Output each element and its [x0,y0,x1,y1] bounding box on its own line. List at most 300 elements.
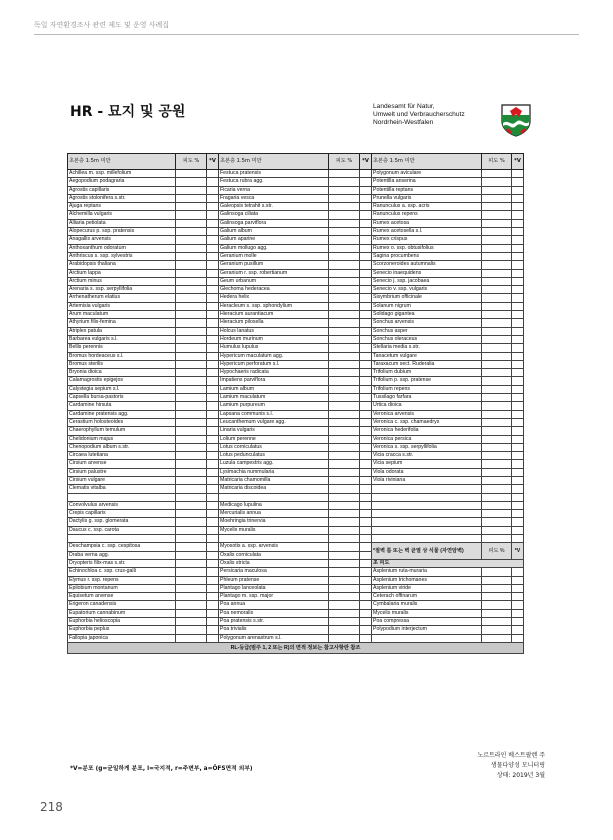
cover-input-cell[interactable] [482,576,512,584]
distribution-input-cell[interactable] [512,485,524,493]
distribution-input-cell[interactable] [360,543,372,551]
cover-input-cell[interactable] [329,327,360,335]
cover-input-cell[interactable] [329,543,360,551]
cover-input-cell[interactable] [176,443,207,451]
cover-input-cell[interactable] [176,593,207,601]
distribution-input-cell[interactable] [512,344,524,352]
cover-input-cell[interactable] [329,601,360,609]
distribution-input-cell[interactable] [360,535,372,543]
distribution-input-cell[interactable] [207,634,219,642]
cover-input-cell[interactable] [329,302,360,310]
distribution-input-cell[interactable] [360,402,372,410]
distribution-input-cell[interactable] [360,551,372,559]
distribution-input-cell[interactable] [207,228,219,236]
distribution-input-cell[interactable] [360,518,372,526]
cover-input-cell[interactable] [482,410,512,418]
cover-input-cell[interactable] [329,385,360,393]
distribution-input-cell[interactable] [360,236,372,244]
distribution-input-cell[interactable] [512,170,524,178]
distribution-input-cell[interactable] [207,452,219,460]
distribution-input-cell[interactable] [512,493,524,501]
distribution-input-cell[interactable] [512,335,524,343]
cover-input-cell[interactable] [482,493,512,501]
distribution-input-cell[interactable] [512,277,524,285]
cover-input-cell[interactable] [329,584,360,592]
cover-input-cell[interactable] [482,501,512,509]
cover-input-cell[interactable] [176,427,207,435]
cover-input-cell[interactable] [482,526,512,534]
cover-input-cell[interactable] [176,460,207,468]
cover-input-cell[interactable] [176,286,207,294]
cover-input-cell[interactable] [482,618,512,626]
cover-input-cell[interactable] [176,468,207,476]
cover-input-cell[interactable] [176,186,207,194]
cover-input-cell[interactable] [482,485,512,493]
cover-input-cell[interactable] [482,194,512,202]
distribution-input-cell[interactable] [207,252,219,260]
cover-input-cell[interactable] [176,335,207,343]
cover-input-cell[interactable] [329,294,360,302]
distribution-input-cell[interactable] [207,443,219,451]
distribution-input-cell[interactable] [360,559,372,567]
cover-input-cell[interactable] [176,526,207,534]
distribution-input-cell[interactable] [512,186,524,194]
cover-input-cell[interactable] [329,493,360,501]
distribution-input-cell[interactable] [360,228,372,236]
cover-input-cell[interactable] [329,319,360,327]
distribution-input-cell[interactable] [207,427,219,435]
cover-input-cell[interactable] [176,518,207,526]
distribution-input-cell[interactable] [360,252,372,260]
distribution-input-cell[interactable] [207,402,219,410]
cover-input-cell[interactable] [329,228,360,236]
distribution-input-cell[interactable] [512,418,524,426]
distribution-input-cell[interactable] [207,493,219,501]
distribution-input-cell[interactable] [207,385,219,393]
cover-input-cell[interactable] [329,203,360,211]
cover-input-cell[interactable] [176,501,207,509]
distribution-input-cell[interactable] [512,261,524,269]
cover-input-cell[interactable] [329,501,360,509]
distribution-input-cell[interactable] [360,269,372,277]
cover-input-cell[interactable] [482,634,512,642]
cover-input-cell[interactable] [329,377,360,385]
distribution-input-cell[interactable] [512,236,524,244]
distribution-input-cell[interactable] [360,344,372,352]
cover-input-cell[interactable] [176,319,207,327]
distribution-input-cell[interactable] [512,618,524,626]
cover-input-cell[interactable] [176,576,207,584]
distribution-input-cell[interactable] [360,203,372,211]
cover-input-cell[interactable] [329,211,360,219]
distribution-input-cell[interactable] [360,410,372,418]
cover-input-cell[interactable] [482,584,512,592]
cover-input-cell[interactable] [482,302,512,310]
cover-input-cell[interactable] [176,418,207,426]
cover-input-cell[interactable] [176,236,207,244]
distribution-input-cell[interactable] [512,601,524,609]
distribution-input-cell[interactable] [512,327,524,335]
distribution-input-cell[interactable] [512,294,524,302]
distribution-input-cell[interactable] [360,186,372,194]
distribution-input-cell[interactable] [512,244,524,252]
distribution-input-cell[interactable] [360,485,372,493]
distribution-input-cell[interactable] [360,443,372,451]
distribution-input-cell[interactable] [207,352,219,360]
distribution-input-cell[interactable] [360,501,372,509]
distribution-input-cell[interactable] [360,219,372,227]
distribution-input-cell[interactable] [360,319,372,327]
cover-input-cell[interactable] [176,277,207,285]
distribution-input-cell[interactable] [360,435,372,443]
cover-input-cell[interactable] [482,327,512,335]
cover-input-cell[interactable] [482,252,512,260]
distribution-input-cell[interactable] [512,269,524,277]
distribution-input-cell[interactable] [360,178,372,186]
cover-input-cell[interactable] [329,460,360,468]
cover-input-cell[interactable] [482,211,512,219]
distribution-input-cell[interactable] [512,360,524,368]
cover-input-cell[interactable] [482,236,512,244]
cover-input-cell[interactable] [482,286,512,294]
cover-input-cell[interactable] [482,261,512,269]
distribution-input-cell[interactable] [360,452,372,460]
cover-input-cell[interactable] [482,601,512,609]
cover-input-cell[interactable] [176,634,207,642]
distribution-input-cell[interactable] [512,252,524,260]
distribution-input-cell[interactable] [360,327,372,335]
cover-input-cell[interactable] [482,219,512,227]
cover-input-cell[interactable] [482,344,512,352]
cover-input-cell[interactable] [482,377,512,385]
distribution-input-cell[interactable] [512,526,524,534]
distribution-input-cell[interactable] [512,302,524,310]
distribution-input-cell[interactable] [512,427,524,435]
cover-input-cell[interactable] [482,535,512,543]
cover-input-cell[interactable] [176,344,207,352]
cover-input-cell[interactable] [176,584,207,592]
distribution-input-cell[interactable] [360,618,372,626]
cover-input-cell[interactable] [329,485,360,493]
distribution-input-cell[interactable] [360,609,372,617]
cover-input-cell[interactable] [329,394,360,402]
distribution-input-cell[interactable] [207,526,219,534]
distribution-input-cell[interactable] [360,377,372,385]
cover-input-cell[interactable] [329,634,360,642]
cover-input-cell[interactable] [329,236,360,244]
cover-input-cell[interactable] [482,228,512,236]
distribution-input-cell[interactable] [207,609,219,617]
cover-input-cell[interactable] [329,468,360,476]
distribution-input-cell[interactable] [207,460,219,468]
distribution-input-cell[interactable] [207,311,219,319]
distribution-input-cell[interactable] [512,385,524,393]
distribution-input-cell[interactable] [360,335,372,343]
cover-input-cell[interactable] [482,203,512,211]
cover-input-cell[interactable] [176,626,207,634]
distribution-input-cell[interactable] [512,435,524,443]
distribution-input-cell[interactable] [512,319,524,327]
cover-input-cell[interactable] [329,410,360,418]
cover-input-cell[interactable] [329,593,360,601]
cover-input-cell[interactable] [176,559,207,567]
cover-input-cell[interactable] [329,194,360,202]
cover-input-cell[interactable] [176,410,207,418]
cover-input-cell[interactable] [329,626,360,634]
distribution-input-cell[interactable] [207,203,219,211]
cover-input-cell[interactable] [482,443,512,451]
distribution-input-cell[interactable] [207,626,219,634]
distribution-input-cell[interactable] [360,476,372,484]
cover-input-cell[interactable] [176,402,207,410]
distribution-input-cell[interactable] [360,601,372,609]
distribution-input-cell[interactable] [207,219,219,227]
distribution-input-cell[interactable] [207,510,219,518]
cover-input-cell[interactable] [482,311,512,319]
cover-input-cell[interactable] [176,369,207,377]
cover-input-cell[interactable] [482,460,512,468]
distribution-input-cell[interactable] [512,394,524,402]
distribution-input-cell[interactable] [360,194,372,202]
cover-input-cell[interactable] [482,369,512,377]
distribution-input-cell[interactable] [360,460,372,468]
distribution-input-cell[interactable] [207,302,219,310]
distribution-input-cell[interactable] [512,468,524,476]
distribution-input-cell[interactable] [512,311,524,319]
distribution-input-cell[interactable] [207,568,219,576]
cover-input-cell[interactable] [329,418,360,426]
cover-input-cell[interactable] [329,311,360,319]
cover-input-cell[interactable] [329,170,360,178]
cover-input-cell[interactable] [329,443,360,451]
cover-input-cell[interactable] [329,244,360,252]
distribution-input-cell[interactable] [360,369,372,377]
distribution-input-cell[interactable] [207,543,219,551]
distribution-input-cell[interactable] [360,493,372,501]
cover-input-cell[interactable] [176,618,207,626]
cover-input-cell[interactable] [329,518,360,526]
distribution-input-cell[interactable] [512,510,524,518]
cover-input-cell[interactable] [482,277,512,285]
cover-input-cell[interactable] [176,485,207,493]
cover-input-cell[interactable] [176,360,207,368]
cover-input-cell[interactable] [176,203,207,211]
cover-input-cell[interactable] [329,559,360,567]
distribution-input-cell[interactable] [512,286,524,294]
distribution-input-cell[interactable] [207,327,219,335]
distribution-input-cell[interactable] [207,501,219,509]
cover-input-cell[interactable] [176,261,207,269]
distribution-input-cell[interactable] [207,576,219,584]
cover-input-cell[interactable] [329,452,360,460]
distribution-input-cell[interactable] [512,609,524,617]
cover-input-cell[interactable] [329,261,360,269]
cover-input-cell[interactable] [176,327,207,335]
distribution-input-cell[interactable] [512,228,524,236]
cover-input-cell[interactable] [176,385,207,393]
cover-input-cell[interactable] [176,269,207,277]
cover-input-cell[interactable] [482,476,512,484]
cover-input-cell[interactable] [482,609,512,617]
distribution-input-cell[interactable] [207,269,219,277]
distribution-input-cell[interactable] [512,211,524,219]
cover-input-cell[interactable] [176,543,207,551]
cover-input-cell[interactable] [482,593,512,601]
distribution-input-cell[interactable] [360,418,372,426]
distribution-input-cell[interactable] [360,211,372,219]
distribution-input-cell[interactable] [512,593,524,601]
cover-input-cell[interactable] [176,170,207,178]
cover-input-cell[interactable] [482,626,512,634]
distribution-input-cell[interactable] [207,369,219,377]
cover-input-cell[interactable] [176,178,207,186]
distribution-input-cell[interactable] [360,394,372,402]
cover-input-cell[interactable] [176,228,207,236]
cover-input-cell[interactable] [329,277,360,285]
distribution-input-cell[interactable] [512,443,524,451]
cover-input-cell[interactable] [176,452,207,460]
cover-input-cell[interactable] [329,576,360,584]
cover-input-cell[interactable] [329,618,360,626]
distribution-input-cell[interactable] [360,302,372,310]
cover-input-cell[interactable] [482,394,512,402]
cover-input-cell[interactable] [329,551,360,559]
distribution-input-cell[interactable] [360,468,372,476]
cover-input-cell[interactable] [329,252,360,260]
distribution-input-cell[interactable] [360,568,372,576]
distribution-input-cell[interactable] [207,559,219,567]
distribution-input-cell[interactable] [512,568,524,576]
cover-input-cell[interactable] [482,186,512,194]
distribution-input-cell[interactable] [512,476,524,484]
cover-input-cell[interactable] [176,609,207,617]
distribution-input-cell[interactable] [360,261,372,269]
cover-input-cell[interactable] [176,601,207,609]
distribution-input-cell[interactable] [207,244,219,252]
distribution-input-cell[interactable] [360,294,372,302]
cover-input-cell[interactable] [482,468,512,476]
cover-input-cell[interactable] [329,219,360,227]
cover-input-cell[interactable] [176,352,207,360]
distribution-input-cell[interactable] [360,311,372,319]
cover-input-cell[interactable] [176,435,207,443]
cover-input-cell[interactable] [329,535,360,543]
cover-input-cell[interactable] [329,476,360,484]
distribution-input-cell[interactable] [207,584,219,592]
cover-input-cell[interactable] [482,269,512,277]
cover-input-cell[interactable] [329,335,360,343]
cover-input-cell[interactable] [176,311,207,319]
cover-input-cell[interactable] [329,435,360,443]
cover-input-cell[interactable] [482,402,512,410]
distribution-input-cell[interactable] [207,277,219,285]
cover-input-cell[interactable] [329,178,360,186]
cover-input-cell[interactable] [482,319,512,327]
cover-input-cell[interactable] [176,510,207,518]
distribution-input-cell[interactable] [207,344,219,352]
cover-input-cell[interactable] [329,369,360,377]
distribution-input-cell[interactable] [360,352,372,360]
cover-input-cell[interactable] [176,377,207,385]
distribution-input-cell[interactable] [512,584,524,592]
cover-input-cell[interactable] [482,385,512,393]
cover-input-cell[interactable] [329,269,360,277]
cover-input-cell[interactable] [482,335,512,343]
distribution-input-cell[interactable] [360,286,372,294]
cover-input-cell[interactable] [176,252,207,260]
distribution-input-cell[interactable] [207,468,219,476]
cover-input-cell[interactable] [329,360,360,368]
distribution-input-cell[interactable] [512,377,524,385]
distribution-input-cell[interactable] [512,576,524,584]
distribution-input-cell[interactable] [512,460,524,468]
cover-input-cell[interactable] [176,244,207,252]
distribution-input-cell[interactable] [207,377,219,385]
cover-input-cell[interactable] [482,435,512,443]
distribution-input-cell[interactable] [207,236,219,244]
distribution-input-cell[interactable] [207,476,219,484]
cover-input-cell[interactable] [482,518,512,526]
cover-input-cell[interactable] [329,427,360,435]
distribution-input-cell[interactable] [207,394,219,402]
cover-input-cell[interactable] [482,568,512,576]
cover-input-cell[interactable] [482,178,512,186]
cover-input-cell[interactable] [482,170,512,178]
distribution-input-cell[interactable] [360,510,372,518]
distribution-input-cell[interactable] [207,593,219,601]
distribution-input-cell[interactable] [360,277,372,285]
cover-input-cell[interactable] [329,186,360,194]
cover-input-cell[interactable] [329,352,360,360]
distribution-input-cell[interactable] [360,626,372,634]
distribution-input-cell[interactable] [207,170,219,178]
distribution-input-cell[interactable] [360,360,372,368]
distribution-input-cell[interactable] [512,352,524,360]
cover-input-cell[interactable] [329,568,360,576]
distribution-input-cell[interactable] [207,535,219,543]
distribution-input-cell[interactable] [207,319,219,327]
cover-input-cell[interactable] [329,510,360,518]
cover-input-cell[interactable] [176,394,207,402]
distribution-input-cell[interactable] [512,501,524,509]
distribution-input-cell[interactable] [207,551,219,559]
cover-input-cell[interactable] [482,360,512,368]
cover-input-cell[interactable] [176,493,207,501]
distribution-input-cell[interactable] [512,203,524,211]
cover-input-cell[interactable] [329,526,360,534]
distribution-input-cell[interactable] [512,634,524,642]
distribution-input-cell[interactable] [512,626,524,634]
cover-input-cell[interactable] [176,219,207,227]
distribution-input-cell[interactable] [207,294,219,302]
cover-input-cell[interactable] [176,535,207,543]
distribution-input-cell[interactable] [207,286,219,294]
distribution-input-cell[interactable] [360,385,372,393]
distribution-input-cell[interactable] [207,194,219,202]
distribution-input-cell[interactable] [512,219,524,227]
distribution-input-cell[interactable] [360,634,372,642]
cover-input-cell[interactable] [482,244,512,252]
distribution-input-cell[interactable] [360,244,372,252]
cover-input-cell[interactable] [176,194,207,202]
distribution-input-cell[interactable] [207,618,219,626]
distribution-input-cell[interactable] [512,369,524,377]
cover-input-cell[interactable] [329,609,360,617]
cover-input-cell[interactable] [482,294,512,302]
distribution-input-cell[interactable] [360,584,372,592]
distribution-input-cell[interactable] [512,410,524,418]
cover-input-cell[interactable] [482,352,512,360]
